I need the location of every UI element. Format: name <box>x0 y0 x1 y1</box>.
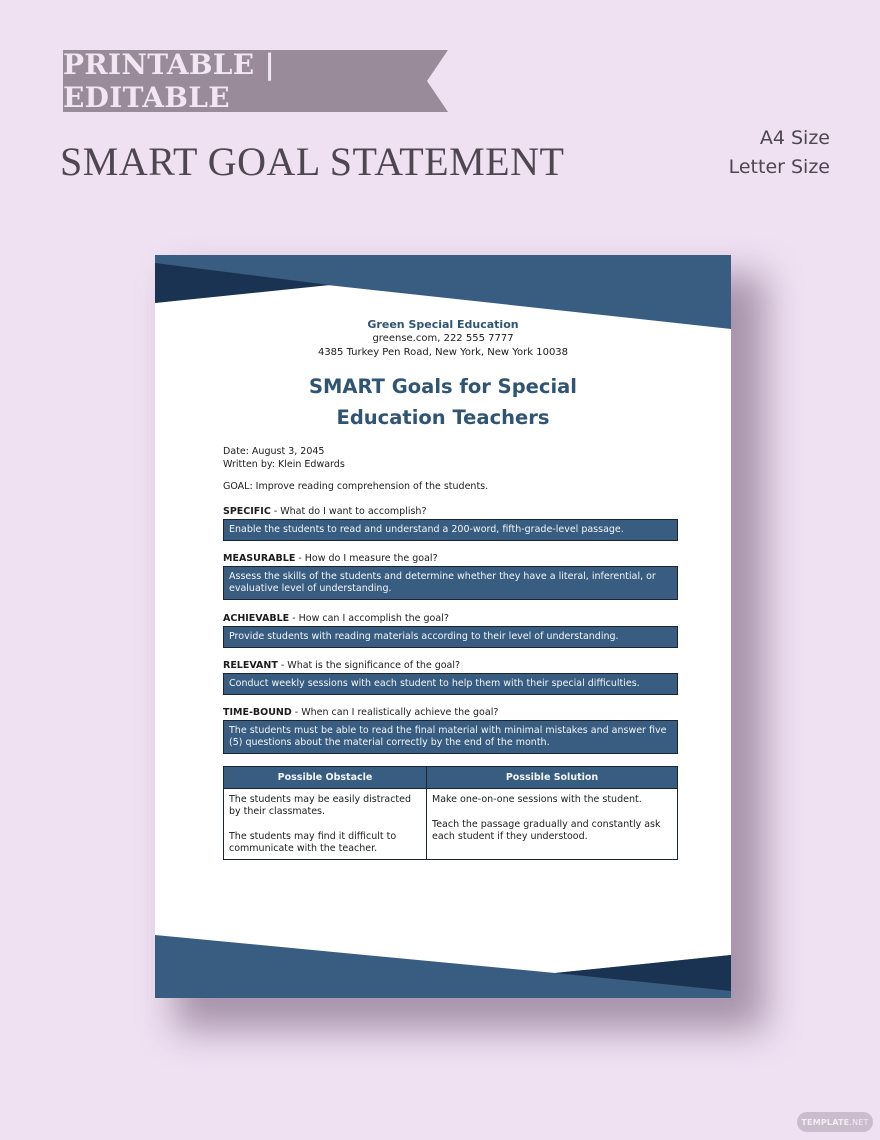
section-time-bound <box>223 706 678 754</box>
header-obstacle: Possible Obstacle <box>224 767 427 789</box>
section-key: ACHIEVABLE <box>223 613 290 624</box>
ribbon-label: PRINTABLE | EDITABLE <box>63 48 275 114</box>
title-line-2: Education Teachers <box>336 406 550 429</box>
section-measurable <box>223 552 678 600</box>
section-answer: The students must be able to read the final material with minimal mistakes and answer five (5) questions about the material correctly by the end of the month. <box>223 720 678 754</box>
obstacles-cell <box>224 789 427 860</box>
section-answer: Conduct weekly sessions with each student to help them with their special difficulties. <box>223 673 678 695</box>
solutions-cell <box>427 789 678 860</box>
obstacle-solution-table <box>223 766 678 860</box>
organization-contact: greense.com, 222 555 7777 <box>372 333 514 344</box>
section-specific <box>223 505 678 541</box>
section-answer: Provide students with reading materials according to their level of understanding. <box>223 626 678 648</box>
document-preview <box>155 255 731 998</box>
document-date: Date: August 3, 2045 <box>223 446 325 457</box>
section-question: - How can I accomplish the goal? <box>289 613 449 624</box>
obstacle-item: The students may find it difficult to communicate with the teacher. <box>229 831 397 854</box>
watermark-light: .NET <box>849 1117 869 1127</box>
solution-item: Make one-on-one sessions with the student. <box>432 794 642 805</box>
printable-editable-ribbon <box>63 50 448 112</box>
organization-address: 4385 Turkey Pen Road, New York, New York 10038 <box>317 347 569 358</box>
goal-statement: GOAL: Improve reading comprehension of the students. <box>223 481 489 492</box>
section-key: RELEVANT <box>223 660 278 671</box>
size-a4: A4 Size <box>759 127 830 149</box>
section-achievable <box>223 612 678 648</box>
section-question: - What is the significance of the goal? <box>277 660 461 671</box>
section-question: - How do I measure the goal? <box>295 553 438 564</box>
header-solution: Possible Solution <box>427 767 678 789</box>
section-question: - When can I realistically achieve the goal? <box>291 707 499 718</box>
size-letter: Letter Size <box>728 156 830 178</box>
section-key: TIME-BOUND <box>223 707 292 718</box>
template-net-watermark <box>797 1112 873 1132</box>
section-key: MEASURABLE <box>223 553 296 564</box>
section-answer: Enable the students to read and understand a 200-word, fifth-grade-level passage. <box>223 519 678 541</box>
document-title <box>155 371 731 433</box>
watermark-bold: TEMPLATE <box>801 1117 850 1127</box>
section-question: - What do I want to accomplish? <box>270 506 427 517</box>
organization-name: Green Special Education <box>367 318 519 331</box>
section-key: SPECIFIC <box>223 506 271 517</box>
obstacle-item: The students may be easily distracted by their classmates. <box>229 794 412 817</box>
document-author: Written by: Klein Edwards <box>223 459 345 470</box>
section-answer: Assess the skills of the students and determine whether they have a literal, inferential, or evaluative level of understanding. <box>223 566 678 600</box>
solution-item: Teach the passage gradually and constantly ask each student if they understood. <box>432 819 661 842</box>
size-options <box>729 124 830 182</box>
table-row <box>224 789 678 860</box>
title-line-1: SMART Goals for Special <box>308 375 577 398</box>
page-title: SMART GOAL STATEMENT <box>60 139 565 184</box>
section-relevant <box>223 659 678 695</box>
